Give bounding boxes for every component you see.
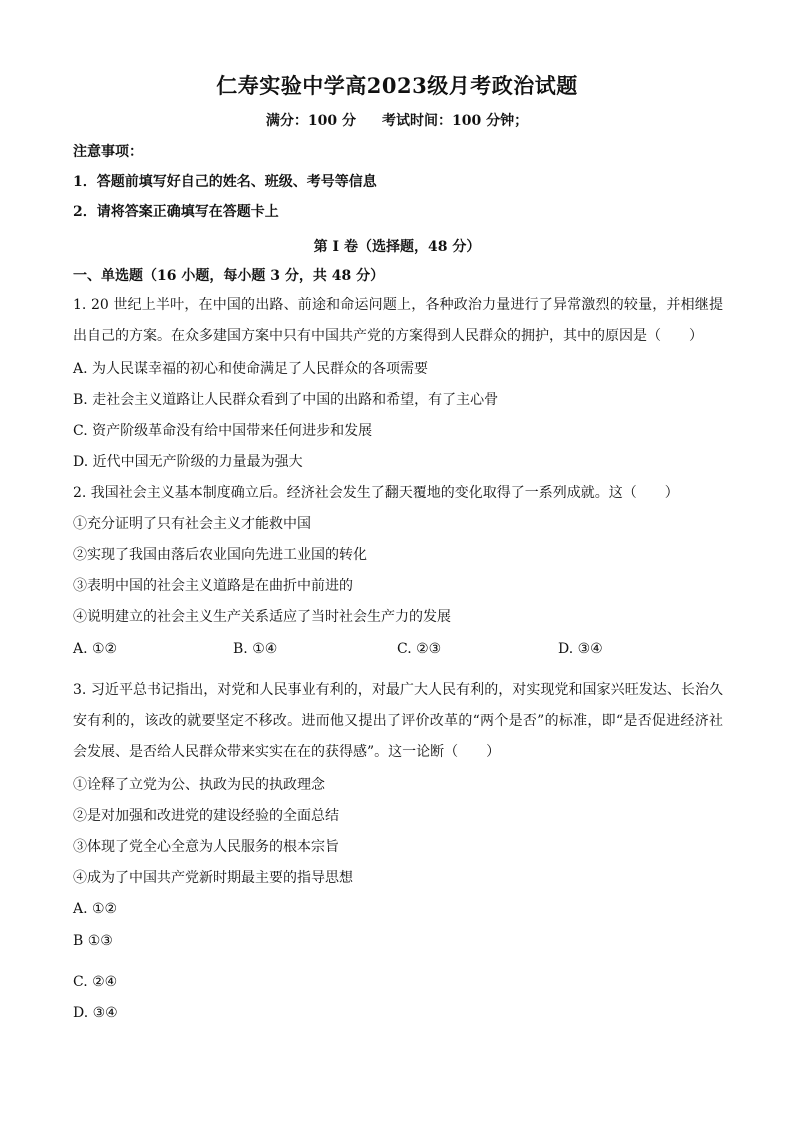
question-3-stem: 3. 习近平总书记指出，对党和人民事业有利的，对最广大人民有利的，对实现党和国家兴旺发达、长治久安有利的，该改的就要坚定不移改。进而他又提出了评价改革的“两个是否”的标准，即“是否促进经济社会发展、是否给人民群众带来实实在在的获得感”。这一论断（ ） [73, 682, 723, 760]
q3-statement-4: ④成为了中国共产党新时期最主要的指导思想 [73, 870, 353, 886]
q3-statement-2: ②是对加强和改进党的建设经验的全面总结 [73, 808, 339, 824]
q1-option-c: C. 资产阶级革命没有给中国带来任何进步和发展 [73, 423, 373, 439]
q2-statement-1: ①充分证明了只有社会主义才能救中国 [73, 516, 311, 532]
q1-option-a: A. 为人民谋幸福的初心和使命满足了人民群众的各项需要 [73, 361, 429, 377]
q3-option-c: C. ②④ [73, 974, 118, 990]
notice-heading: 注意事项： [73, 144, 143, 160]
exam-time: 考试时间：100 分钟； [382, 113, 529, 129]
q1-option-b: B. 走社会主义道路让人民群众看到了中国的出路和希望，有了主心骨 [73, 392, 499, 408]
q3-option-d: D. ③④ [73, 1005, 118, 1021]
exam-meta [0, 110, 794, 130]
q2-statement-3: ③表明中国的社会主义道路是在曲折中前进的 [73, 578, 353, 594]
notice-item: 1．答题前填写好自己的姓名、班级、考号等信息 [73, 174, 377, 190]
part-title: 第 I 卷（选择题，48 分） [313, 239, 481, 255]
exam-title: 仁寿实验中学高2023级月考政治试题 [216, 73, 578, 98]
q2-option-c: C. ②③ [397, 641, 442, 657]
section-heading: 一、单选题（16 小题，每小题 3 分，共 48 分） [73, 268, 385, 284]
q3-option-a: A. ①② [73, 901, 118, 917]
notice-item: 2．请将答案正确填写在答题卡上 [73, 204, 279, 220]
q3-statement-3: ③体现了党全心全意为人民服务的根本宗旨 [73, 839, 339, 855]
q3-option-b: B ①③ [73, 933, 113, 949]
q2-option-d: D. ③④ [558, 641, 603, 657]
q2-statement-4: ④说明建立的社会主义生产关系适应了当时社会生产力的发展 [73, 609, 451, 625]
full-score: 满分：100 分 [265, 113, 356, 129]
q3-statement-1: ①诠释了立党为公、执政为民的执政理念 [73, 777, 325, 793]
q2-option-b: B. ①④ [233, 641, 278, 657]
question-1-stem: 1. 20 世纪上半叶，在中国的出路、前途和命运问题上，各种政治力量进行了异常激烈的较量，并相继提出自己的方案。在众多建国方案中只有中国共产党的方案得到人民群众的拥护，其中的原因是（ ） [73, 297, 723, 344]
q2-statement-2: ②实现了我国由落后农业国向先进工业国的转化 [73, 547, 367, 563]
question-2-stem: 2. 我国社会主义基本制度确立后。经济社会发生了翻天覆地的变化取得了一系列成就。这（ ） [73, 485, 679, 501]
q1-option-d: D. 近代中国无产阶级的力量最为强大 [73, 454, 303, 470]
q2-option-a: A. ①② [73, 641, 118, 657]
